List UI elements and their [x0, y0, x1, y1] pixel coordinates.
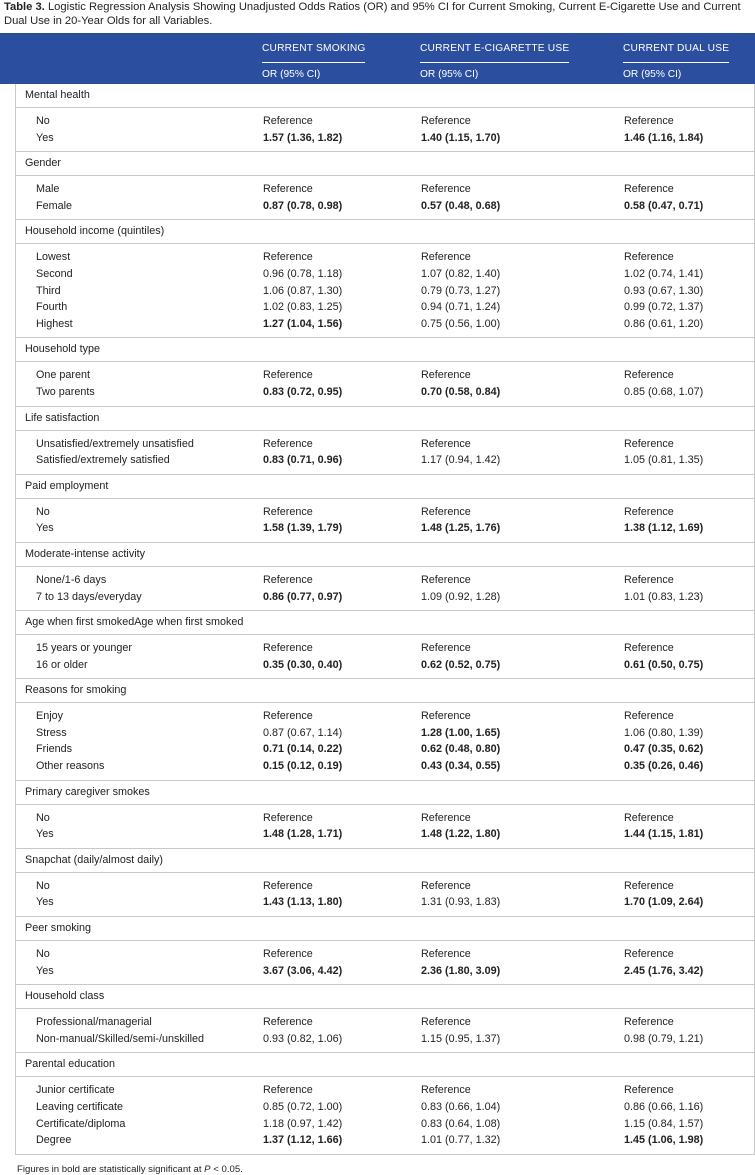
odds-ratio-cell: Reference	[624, 437, 674, 450]
odds-ratio-cell: Reference	[624, 811, 674, 824]
odds-ratio-cell: 2.45 (1.76, 3.42)	[624, 964, 704, 977]
odds-ratio-cell: Reference	[624, 642, 674, 655]
row-label: Other reasons	[36, 760, 105, 773]
group-rows	[16, 108, 754, 152]
column-header-current-dual-use: CURRENT DUAL USE	[623, 43, 730, 54]
odds-ratio-cell: 1.28 (1.00, 1.65)	[421, 726, 501, 739]
odds-ratio-cell: 1.17 (0.94, 1.42)	[421, 454, 501, 467]
odds-ratio-cell: Reference	[263, 115, 313, 127]
row-label: Fourth	[36, 301, 68, 314]
odds-ratio-cell: Reference	[421, 948, 471, 961]
table-row	[16, 299, 754, 316]
table-row	[16, 589, 754, 606]
table-row	[16, 316, 754, 333]
odds-ratio-cell: 0.62 (0.52, 0.75)	[421, 658, 501, 671]
odds-ratio-cell: Reference	[421, 710, 471, 723]
odds-ratio-cell: 0.75 (0.56, 1.00)	[421, 317, 501, 330]
odds-ratio-cell: 1.43 (1.13, 1.80)	[263, 896, 343, 909]
row-label: Degree	[36, 1134, 72, 1147]
odds-ratio-cell: 1.31 (0.93, 1.83)	[421, 896, 501, 909]
row-label: Yes	[36, 131, 54, 144]
group-rows	[16, 635, 754, 679]
group-title: Paid employment	[16, 475, 754, 499]
odds-ratio-cell: 1.15 (0.95, 1.37)	[421, 1032, 501, 1045]
group-title: Mental health	[16, 84, 754, 108]
table-row	[16, 572, 754, 589]
odds-ratio-cell: 0.86 (0.61, 1.20)	[624, 317, 704, 330]
group-rows	[16, 362, 754, 406]
odds-ratio-cell: 0.35 (0.30, 0.40)	[263, 658, 343, 671]
group-title: Reasons for smoking	[16, 679, 754, 703]
column-header-current-smoking: CURRENT SMOKING	[262, 43, 366, 54]
row-label: Male	[36, 183, 60, 196]
group-rows	[16, 1009, 754, 1053]
row-label: Stress	[36, 726, 67, 739]
row-label: One parent	[36, 369, 91, 382]
odds-ratio-cell: 1.01 (0.83, 1.23)	[624, 590, 704, 603]
odds-ratio-cell: 1.48 (1.25, 1.76)	[421, 522, 501, 535]
table-row	[16, 130, 754, 147]
table-row	[16, 878, 754, 895]
odds-ratio-cell: 3.67 (3.06, 4.42)	[263, 964, 343, 977]
row-label: Second	[36, 267, 73, 280]
table-row	[16, 198, 754, 215]
table-row	[16, 1132, 754, 1149]
row-label: None/1-6 days	[36, 573, 107, 586]
odds-ratio-cell: 1.70 (1.09, 2.64)	[624, 896, 704, 909]
odds-ratio-cell: Reference	[263, 251, 313, 264]
odds-ratio-cell: 0.87 (0.78, 0.98)	[263, 199, 343, 212]
table-row	[16, 725, 754, 742]
odds-ratio-cell: Reference	[421, 369, 471, 382]
footnote-suffix: < 0.05.	[210, 1163, 243, 1175]
odds-ratio-cell: Reference	[624, 115, 674, 127]
caption-label: Table 3.	[4, 1, 45, 13]
odds-ratio-cell: Reference	[421, 115, 471, 127]
table-row	[16, 640, 754, 657]
group-rows	[16, 1077, 754, 1154]
odds-ratio-cell: Reference	[624, 183, 674, 196]
row-label: No	[36, 115, 50, 127]
odds-ratio-cell: Reference	[263, 1016, 313, 1029]
group-rows	[16, 499, 754, 543]
table-row	[16, 384, 754, 401]
odds-ratio-cell: 1.38 (1.12, 1.69)	[624, 522, 704, 535]
odds-ratio-cell: Reference	[421, 811, 471, 824]
table-row	[16, 657, 754, 674]
odds-ratio-cell: 0.71 (0.14, 0.22)	[263, 743, 343, 756]
odds-ratio-cell: 1.46 (1.16, 1.84)	[624, 131, 704, 144]
table-row	[16, 1082, 754, 1099]
subheader-or-ci: OR (95% CI)	[420, 69, 479, 80]
odds-ratio-cell: Reference	[263, 811, 313, 824]
row-label: Certificate/diploma	[36, 1117, 126, 1130]
row-label: No	[36, 505, 50, 518]
row-label: 7 to 13 days/everyday	[36, 590, 142, 603]
row-label: Female	[36, 199, 73, 212]
subheader-or-ci: OR (95% CI)	[623, 69, 682, 80]
row-label: Junior certificate	[36, 1084, 115, 1097]
odds-ratio-cell: Reference	[421, 1016, 471, 1029]
odds-ratio-cell: Reference	[263, 183, 313, 196]
odds-ratio-cell: Reference	[624, 369, 674, 382]
table-row	[16, 1031, 754, 1048]
odds-ratio-cell: 0.93 (0.82, 1.06)	[263, 1032, 343, 1045]
row-label: Highest	[36, 317, 73, 330]
odds-ratio-cell: Reference	[263, 505, 313, 518]
odds-ratio-cell: Reference	[263, 1084, 313, 1097]
group-title: Parental education	[16, 1053, 754, 1077]
table-caption	[0, 0, 755, 28]
odds-ratio-cell: 0.35 (0.26, 0.46)	[624, 760, 704, 773]
odds-ratio-cell: Reference	[263, 573, 313, 586]
odds-ratio-cell: 0.86 (0.66, 1.16)	[624, 1101, 704, 1113]
odds-ratio-cell: 1.05 (0.81, 1.35)	[624, 454, 704, 467]
row-label: No	[36, 811, 50, 824]
odds-ratio-cell: 0.79 (0.73, 1.27)	[421, 284, 501, 297]
group-title: Household income (quintiles)	[16, 220, 754, 244]
group-rows	[16, 805, 754, 849]
row-label: Yes	[36, 896, 54, 909]
table-row	[16, 894, 754, 911]
table-header	[0, 33, 755, 84]
row-label: Lowest	[36, 251, 71, 264]
odds-ratio-cell: 2.36 (1.80, 3.09)	[421, 964, 501, 977]
odds-ratio-cell: 1.06 (0.80, 1.39)	[624, 726, 704, 739]
row-label: No	[36, 948, 50, 961]
odds-ratio-cell: Reference	[624, 948, 674, 961]
odds-ratio-cell: 1.45 (1.06, 1.98)	[624, 1134, 704, 1147]
odds-ratio-cell: 1.27 (1.04, 1.56)	[263, 317, 343, 330]
table-row	[16, 249, 754, 266]
odds-ratio-cell: Reference	[263, 879, 313, 892]
odds-ratio-cell: 0.93 (0.67, 1.30)	[624, 284, 704, 297]
footnote-p: P	[204, 1163, 211, 1175]
row-label: Yes	[36, 828, 54, 841]
odds-ratio-cell: Reference	[624, 879, 674, 892]
odds-ratio-cell: Reference	[624, 1016, 674, 1029]
odds-ratio-cell: 1.48 (1.22, 1.80)	[421, 828, 501, 841]
group-rows	[16, 567, 754, 611]
odds-ratio-cell: 1.57 (1.36, 1.82)	[263, 131, 343, 144]
table-row	[16, 436, 754, 453]
group-title: Household class	[16, 985, 754, 1009]
table-row	[16, 181, 754, 198]
odds-ratio-cell: 0.61 (0.50, 0.75)	[624, 658, 704, 671]
odds-ratio-cell: 0.15 (0.12, 0.19)	[263, 760, 343, 773]
odds-ratio-cell: 0.94 (0.71, 1.24)	[421, 301, 501, 314]
odds-ratio-cell: 1.15 (0.84, 1.57)	[624, 1117, 704, 1130]
odds-ratio-cell: 1.09 (0.92, 1.28)	[421, 590, 501, 603]
odds-ratio-cell: Reference	[624, 1084, 674, 1097]
odds-ratio-cell: Reference	[421, 437, 471, 450]
row-label: Unsatisfied/extremely unsatisfied	[36, 437, 194, 450]
odds-ratio-cell: 0.83 (0.64, 1.08)	[421, 1117, 501, 1130]
table-row	[16, 708, 754, 725]
row-label: Satisfied/extremely satisfied	[36, 454, 170, 467]
odds-ratio-cell: Reference	[263, 642, 313, 655]
odds-ratio-cell: 1.58 (1.39, 1.79)	[263, 522, 343, 535]
row-label: Leaving certificate	[36, 1101, 124, 1113]
table-footnote	[0, 1164, 755, 1175]
table-row	[16, 113, 754, 130]
table-row	[16, 504, 754, 521]
odds-ratio-cell: Reference	[624, 710, 674, 723]
row-label: Non-manual/Skilled/semi-/unskilled	[36, 1032, 205, 1045]
table-row	[16, 758, 754, 775]
row-label: Friends	[36, 743, 73, 756]
odds-ratio-cell: 0.43 (0.34, 0.55)	[421, 760, 501, 773]
group-title: Primary caregiver smokes	[16, 781, 754, 805]
table-row	[16, 452, 754, 469]
table-body	[15, 84, 755, 1155]
odds-ratio-cell: 0.86 (0.77, 0.97)	[263, 590, 343, 603]
odds-ratio-cell: Reference	[421, 642, 471, 655]
table-row	[16, 1099, 754, 1116]
odds-ratio-cell: 0.87 (0.67, 1.14)	[263, 726, 343, 739]
odds-ratio-cell: 0.83 (0.71, 0.96)	[263, 454, 343, 467]
table-row	[16, 963, 754, 980]
table-row	[16, 283, 754, 300]
group-title: Peer smoking	[16, 917, 754, 941]
header-rule	[623, 62, 729, 63]
odds-ratio-cell: 1.06 (0.87, 1.30)	[263, 284, 343, 297]
odds-ratio-cell: Reference	[263, 948, 313, 961]
group-title: Household type	[16, 338, 754, 362]
odds-ratio-cell: Reference	[421, 251, 471, 264]
group-rows	[16, 244, 754, 338]
header-rule	[420, 62, 569, 63]
group-title: Life satisfaction	[16, 407, 754, 431]
odds-ratio-cell: 1.18 (0.97, 1.42)	[263, 1117, 343, 1130]
table-row	[16, 266, 754, 283]
odds-ratio-cell: 0.83 (0.66, 1.04)	[421, 1101, 501, 1113]
table-row	[16, 826, 754, 843]
odds-ratio-cell: Reference	[624, 251, 674, 264]
table-row	[16, 367, 754, 384]
caption-text: Logistic Regression Analysis Showing Unadjusted Odds Ratios (OR) and 95% CI for Current Smoking, Current E-Cigarette Use and Current Dual Use in 20-Year Olds for all Variables.	[4, 1, 741, 27]
odds-ratio-cell: Reference	[421, 505, 471, 518]
group-title: Gender	[16, 152, 754, 176]
odds-ratio-cell: 1.01 (0.77, 1.32)	[421, 1134, 501, 1147]
row-label: 16 or older	[36, 658, 88, 671]
subheader-or-ci: OR (95% CI)	[262, 69, 321, 80]
odds-ratio-cell: 1.48 (1.28, 1.71)	[263, 828, 343, 841]
odds-ratio-cell: Reference	[624, 505, 674, 518]
odds-ratio-cell: 1.37 (1.12, 1.66)	[263, 1134, 343, 1147]
odds-ratio-cell: 0.85 (0.72, 1.00)	[263, 1101, 343, 1113]
table-row	[16, 1116, 754, 1133]
odds-ratio-cell: Reference	[263, 437, 313, 450]
odds-ratio-cell: 0.47 (0.35, 0.62)	[624, 743, 704, 756]
footnote-prefix: Figures in bold are statistically significant at	[17, 1163, 205, 1175]
header-rule	[262, 62, 365, 63]
odds-ratio-cell: 0.58 (0.47, 0.71)	[624, 199, 704, 212]
group-rows	[16, 431, 754, 475]
column-header-current-e-cigarette-use: CURRENT E-CIGARETTE USE	[420, 43, 570, 54]
table-row	[16, 810, 754, 827]
row-label: Third	[36, 284, 61, 297]
odds-ratio-cell: Reference	[421, 183, 471, 196]
group-rows	[16, 703, 754, 780]
table-row	[16, 1014, 754, 1031]
group-rows	[16, 873, 754, 917]
group-rows	[16, 941, 754, 985]
odds-ratio-cell: 0.99 (0.72, 1.37)	[624, 301, 704, 314]
row-label: Enjoy	[36, 710, 64, 723]
odds-ratio-cell: 0.96 (0.78, 1.18)	[263, 267, 343, 280]
odds-ratio-cell: 1.07 (0.82, 1.40)	[421, 267, 501, 280]
row-label: Yes	[36, 522, 54, 535]
row-label: No	[36, 879, 50, 892]
odds-ratio-cell: Reference	[263, 710, 313, 723]
odds-ratio-cell: 0.62 (0.48, 0.80)	[421, 743, 501, 756]
group-title: Snapchat (daily/almost daily)	[16, 849, 754, 873]
group-title: Moderate-intense activity	[16, 543, 754, 567]
odds-ratio-cell: Reference	[421, 573, 471, 586]
odds-ratio-cell: Reference	[421, 1084, 471, 1097]
table-row	[16, 741, 754, 758]
row-label: Professional/managerial	[36, 1016, 152, 1029]
odds-ratio-cell: 0.98 (0.79, 1.21)	[624, 1032, 704, 1045]
odds-ratio-cell: 0.85 (0.68, 1.07)	[624, 385, 704, 398]
odds-ratio-cell: 0.57 (0.48, 0.68)	[421, 199, 501, 212]
odds-ratio-cell: Reference	[421, 879, 471, 892]
row-label: 15 years or younger	[36, 642, 133, 655]
row-label: Yes	[36, 964, 54, 977]
odds-ratio-cell: 0.83 (0.72, 0.95)	[263, 385, 343, 398]
row-label: Two parents	[36, 385, 95, 398]
odds-ratio-cell: 0.70 (0.58, 0.84)	[421, 385, 501, 398]
odds-ratio-cell: 1.02 (0.74, 1.41)	[624, 267, 704, 280]
table-row	[16, 946, 754, 963]
table-row	[16, 520, 754, 537]
odds-ratio-cell: Reference	[263, 369, 313, 382]
group-rows	[16, 176, 754, 220]
odds-ratio-cell: 1.02 (0.83, 1.25)	[263, 301, 343, 314]
group-title: Age when first smokedAge when first smoked	[16, 611, 754, 635]
odds-ratio-cell: Reference	[624, 573, 674, 586]
odds-ratio-cell: 1.40 (1.15, 1.70)	[421, 131, 501, 144]
odds-ratio-cell: 1.44 (1.15, 1.81)	[624, 828, 704, 841]
